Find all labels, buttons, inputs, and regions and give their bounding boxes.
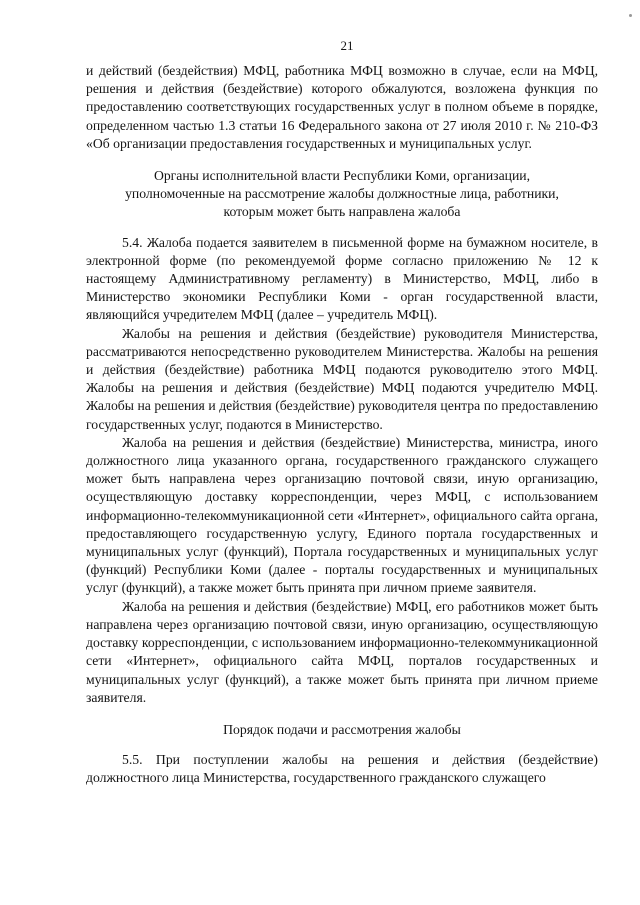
section-heading-authorities [86, 167, 598, 222]
page-number: 21 [340, 38, 354, 53]
paragraph-complaints-heads: Жалобы на решения и действия (бездействие) руководителя Министерства, рассматриваются непосредственно руководителем Министерства. Жалобы на решения и действия (бездействие) работника МФЦ подаются руководителю этого МФЦ. Жалобы на решения и действия (бездействие) МФЦ подаются учредителю МФЦ. Жалобы на решения и действия (бездействие) руководителя центра по предоставлению государственных услуг, подаются в Министерство. [86, 325, 598, 432]
heading-line: Органы исполнительной власти Республики Коми, организации, [153, 168, 531, 184]
procedure-section [86, 751, 598, 787]
paragraph-5-5: 5.5. При поступлении жалобы на решения и действия (бездействие) должностного лица Министерства, государственного гражданского служащего [86, 752, 598, 786]
paragraph-complaint-ministry: Жалоба на решения и действия (бездействие) Министерства, министра, иного должностного лица указанного органа, государственного гражданского служащего может быть направлена через организацию почтовой связи, иную организацию, осуществляющую доставку корреспонденции, через МФЦ, с использованием информационно-телекоммуникационной сети «Интернет», официального сайта органа, предоставляющего государственную услугу, Единого портала государственных и муниципальных услуг (функций), Портала государственных и муниципальных услуг (функций) Республики Коми (далее - порталы государственных и муниципальных услуг (функций), а также может быть принята при личном приеме заявителя. [86, 434, 598, 596]
paragraph-5-4: 5.4. Жалоба подается заявителем в письменной форме на бумажном носителе, в электронной форме (по рекомендуемой форме согласно приложению № 12 к настоящему Административному регламенту) в Министерство, МФЦ, либо в Министерство экономики Республики Коми - орган государственной власти, являющийся учредителем МФЦ (далее – учредитель МФЦ). [86, 234, 598, 323]
complaint-filing-section [86, 234, 598, 707]
heading-line: уполномоченные на рассмотрение жалобы должностные лица, работники, [125, 186, 559, 202]
intro-section [86, 62, 598, 153]
heading-line: которым может быть направлена жалоба [223, 204, 461, 220]
section-heading-procedure [86, 721, 598, 739]
heading-line: Порядок подачи и рассмотрения жалобы [223, 721, 461, 737]
paragraph-complaint-mfc: Жалоба на решения и действия (бездействие) МФЦ, его работников может быть направлена через организацию почтовой связи, иную организацию, осуществляющую доставку корреспонденции, с использованием информационно-телекоммуникационной сети «Интернет», официального сайта МФЦ, порталов государственных и муниципальных услуг (функций), а также может быть принята при личном приеме заявителя. [86, 598, 598, 705]
paragraph-continuation: и действий (бездействия) МФЦ, работника МФЦ возможно в случае, если на МФЦ, решения и действия (бездействие) которого обжалуются, возложена функция по предоставлению соответствующих государственных услуг в полном объеме в порядке, определенном частью 1.3 статьи 16 Федерального закона от 27 июля 2010 г. № 210-ФЗ «Об организации предоставления государственных и муниципальных услуг. [86, 63, 598, 151]
scan-speck [629, 14, 632, 17]
